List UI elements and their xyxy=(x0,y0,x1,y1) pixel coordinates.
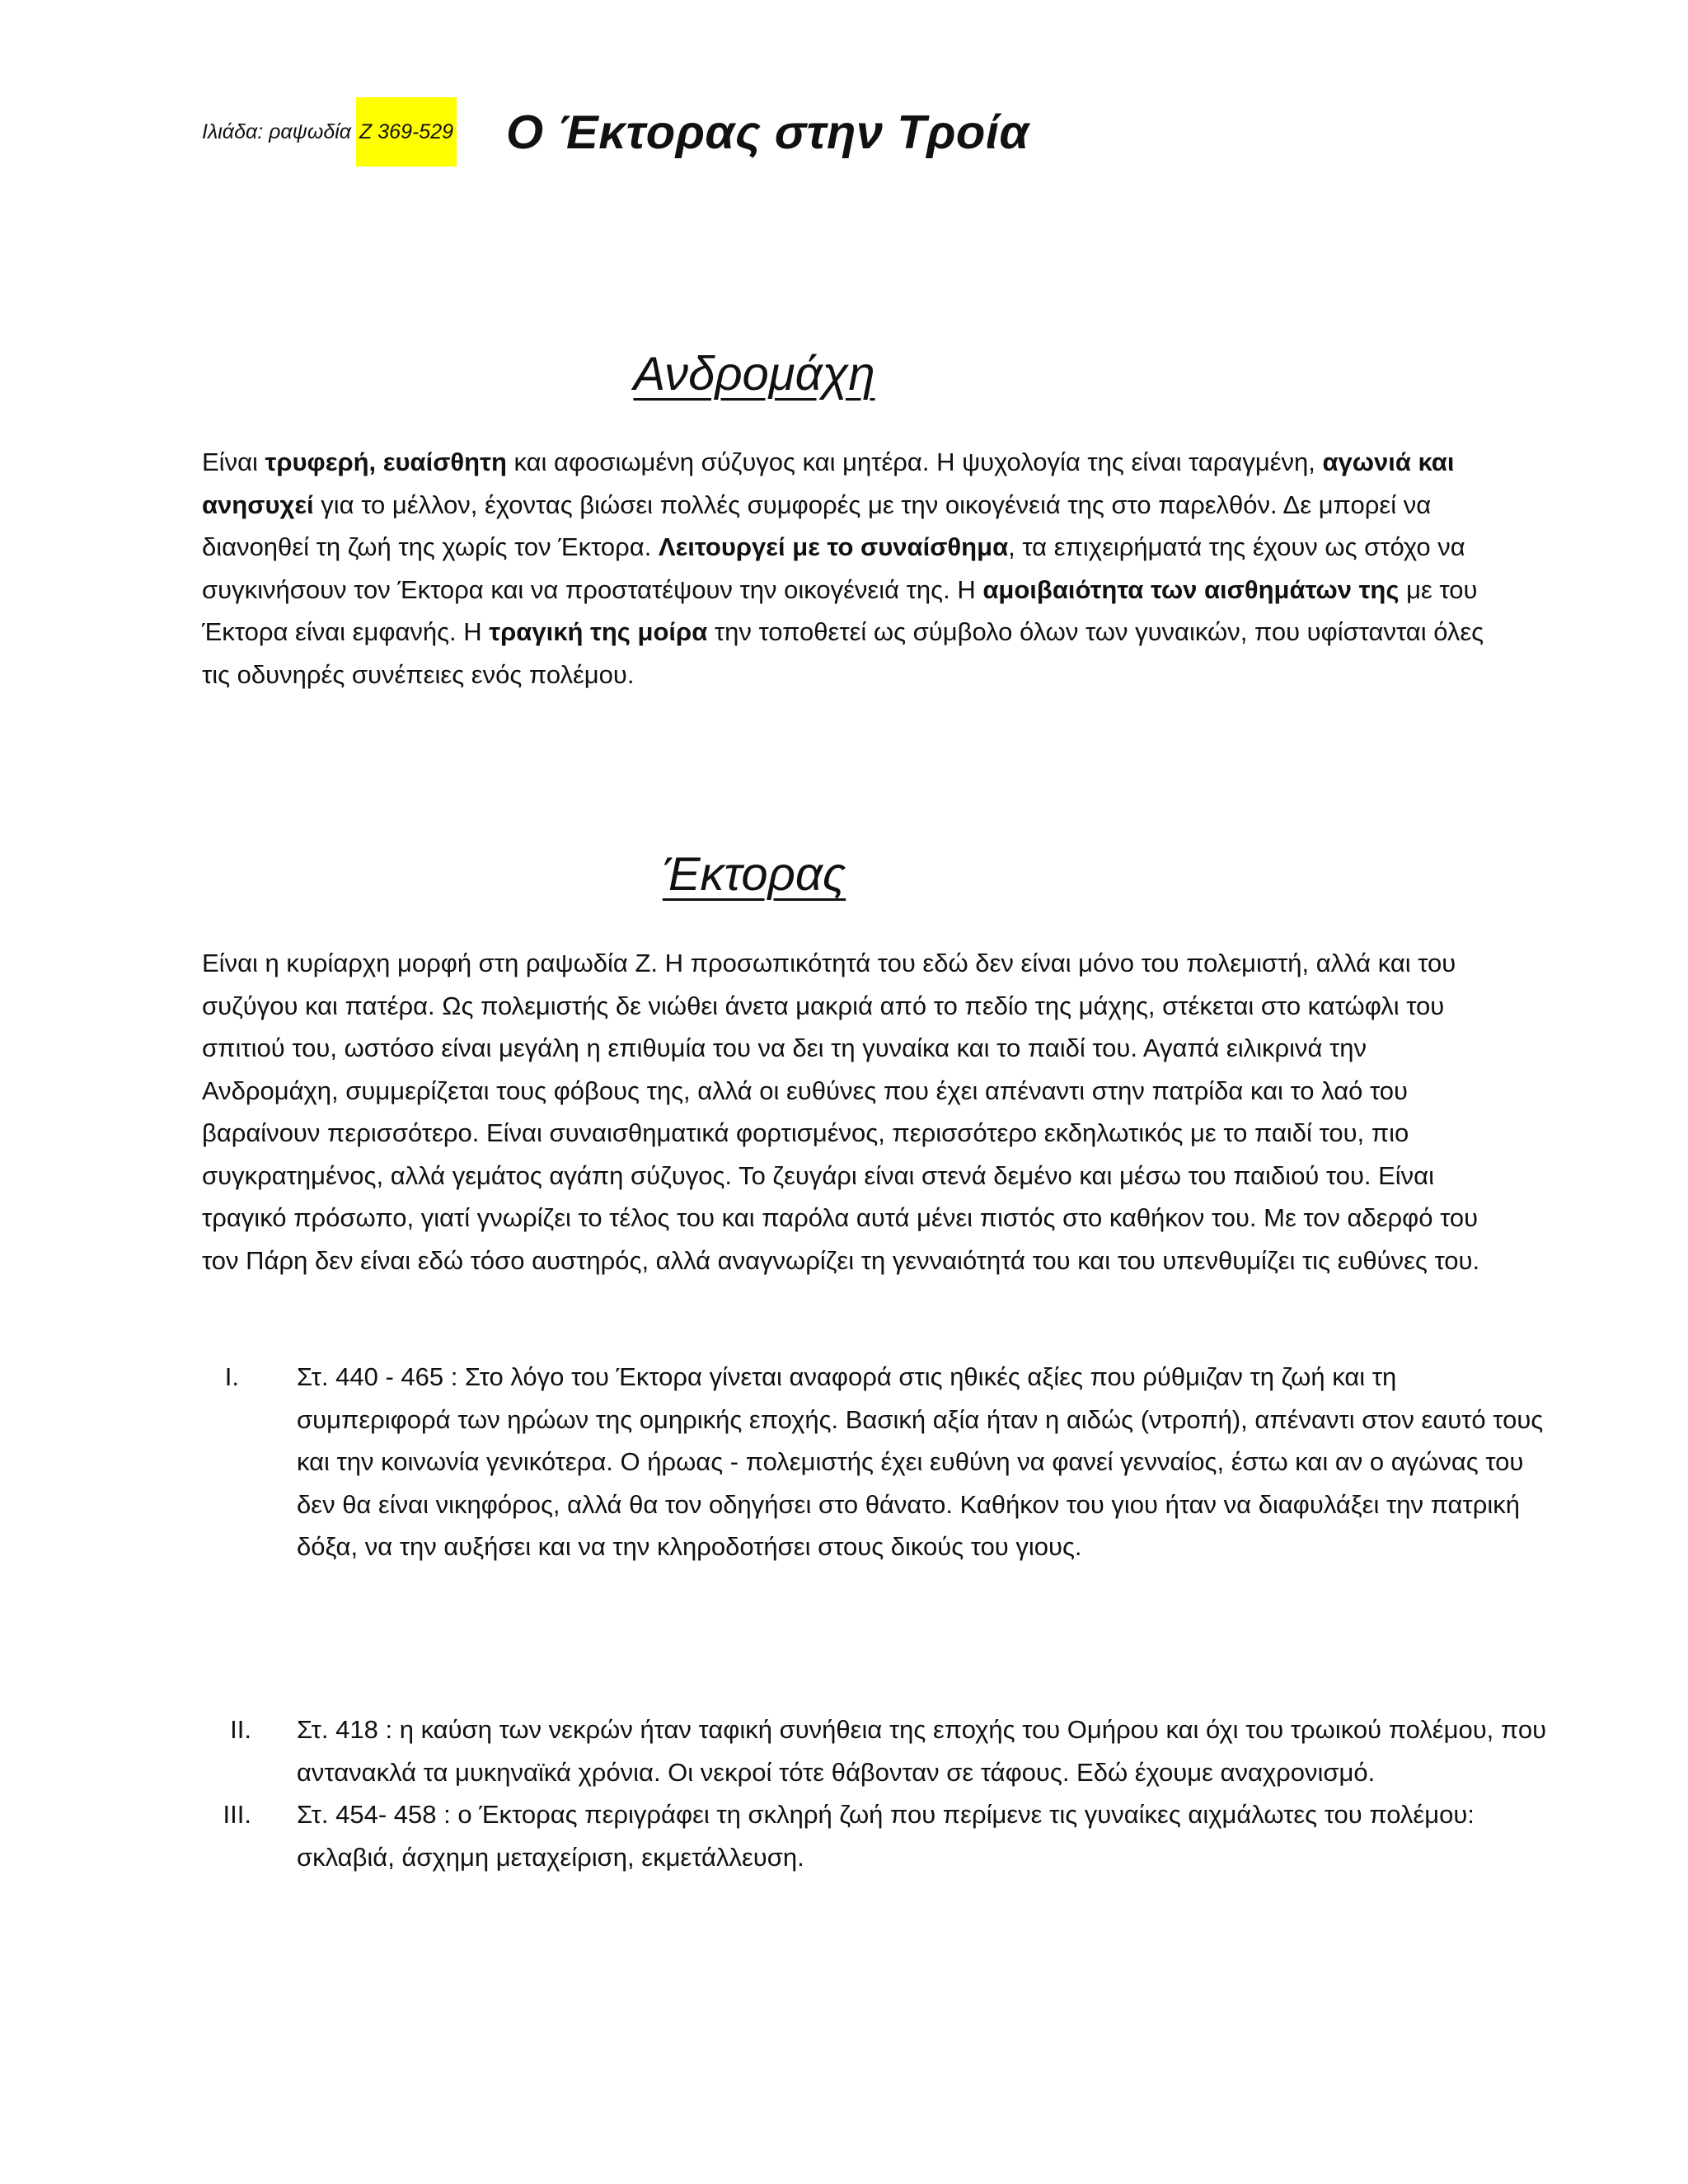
emphasized-text: αγωνιά και ανησυχεί xyxy=(202,448,1455,519)
list-item xyxy=(202,1356,1554,1568)
list-item xyxy=(202,1793,1554,1878)
list-numeral: II. xyxy=(230,1715,251,1744)
list-item xyxy=(202,1708,1554,1793)
list-item-text: Στ. 454- 458 : ο Έκτορας περιγράφει τη σκληρή ζωή που περίμενε τις γυναίκες αιχμάλωτες του πολέμου: σκλαβιά, άσχημη μεταχείριση, εκμετάλλευση. xyxy=(297,1800,1475,1872)
paragraph-text: για το μέλλον, έχοντας βιώσει πολλές συμφορές με την οικογένειά της στο παρελθόν. Δε μπορεί να διανοηθεί τη ζωή της χωρίς τον Έκτορα. xyxy=(202,490,1432,561)
paragraph-text: με του Έκτορα είναι εμφανής. Η xyxy=(202,574,1478,646)
paragraph-text: , τα επιχειρήματά της έχουν ως στόχο να συγκινήσουν τον Έκτορα και να προστατέψουν την οικογένειά της. Η xyxy=(202,532,1465,604)
paragraph-text: Είναι xyxy=(202,448,265,476)
paragraph-hector xyxy=(202,942,1504,1282)
document-title: Ο Έκτορας στην Τροία xyxy=(506,105,1029,159)
list-item-text: Στ. 440 - 465 : Στο λόγο του Έκτορα γίνεται αναφορά στις ηθικές αξίες που ρύθμιζαν τη ζωή και τη συμπεριφορά των ηρώων της ομηρικής εποχής. Βασική αξία ήταν η αιδώς (ντροπή), απέναντι στον εαυτό τους και την κοινωνία γενικότερα. Ο ήρωας - πολεμιστής έχει ευθύνη να φανεί γενναίος, έστω και αν ο αγώνας του δεν θα είναι νικηφόρος, αλλά θα τον οδηγήσει στο θάνατο. Καθήκον του γιου ήταν να διαφυλάξει την πατρική δόξα, να την αυξήσει και να την κληροδοτήσει στους δικούς του γιους. xyxy=(297,1362,1544,1561)
verse-range-highlight: Ζ 369-529 xyxy=(356,97,457,166)
paragraph-text: Είναι η κυρίαρχη μορφή στη ραψωδία Ζ. Η προσωπικότητά του εδώ δεν είναι μόνο του πολεμιστή, αλλά και του συζύγου και πατέρα. Ως πολεμιστής δε νιώθει άνετα μακριά από το πεδίο της μάχης, στέκεται στο κατώφλι του σπιτιού του, ωστόσο είναι μεγάλη η επιθυμία του να δει τη γυναίκα και το παιδί του. Αγαπά ειλικρινά την Ανδρομάχη, συμμερίζεται τους φόβους της, αλλά οι ευθύνες που έχει απέναντι στην πατρίδα και το λαό του βαραίνουν περισσότερο. Είναι συναισθηματικά φορτισμένος, περισσότερο εκδηλωτικός με το παιδί του, πιο συγκρατημένος, αλλά γεμάτος αγάπη σύζυγος. Το ζευγάρι είναι στενά δεμένο και μέσω του παιδιού του. Είναι τραγικό πρόσωπο, γιατί γνωρίζει το τέλος του και παρόλα αυτά μένει πιστός στο καθήκον του. Με τον αδερφό του τον Πάρη δεν είναι εδώ τόσο αυστηρός, αλλά αναγνωρίζει τη γενναιότητά του και του υπενθυμίζει τις ευθύνες του. xyxy=(202,949,1480,1275)
section-heading-hector: Έκτορας xyxy=(662,847,846,901)
emphasized-text: τραγική της μοίρα xyxy=(489,617,708,646)
list-numeral: I. xyxy=(224,1362,239,1391)
emphasized-text: αμοιβαιότητα των αισθημάτων της xyxy=(982,574,1400,604)
source-label: Ιλιάδα: ραψωδία xyxy=(202,120,352,143)
paragraph-andromache xyxy=(202,441,1504,696)
list-numeral: III. xyxy=(223,1800,251,1829)
list-item-text: Στ. 418 : η καύση των νεκρών ήταν ταφική συνήθεια της εποχής του Ομήρου και όχι του τρωικού πολέμου, που αντανακλά τα μυκηναϊκά χρόνια. Οι νεκροί τότε θάβονταν σε τάφους. Εδώ έχουμε αναχρονισμό. xyxy=(297,1715,1547,1787)
notes-list xyxy=(202,1356,1554,1568)
emphasized-text: Λειτουργεί με το συναίσθημα xyxy=(658,532,1009,561)
source-reference xyxy=(202,97,457,166)
paragraph-text: την τοποθετεί ως σύμβολο όλων των γυναικών, που υφίστανται όλες τις οδυνηρές συνέπειες ενός πολέμου. xyxy=(202,617,1484,689)
document-header xyxy=(202,97,1029,166)
section-heading-andromache: Ανδρομάχη xyxy=(633,347,875,401)
notes-list-continued xyxy=(202,1708,1554,1878)
emphasized-text: τρυφερή, ευαίσθητη xyxy=(265,448,507,476)
paragraph-text: και αφοσιωμένη σύζυγος και μητέρα. Η ψυχολογία της είναι ταραγμένη, xyxy=(506,448,1323,476)
